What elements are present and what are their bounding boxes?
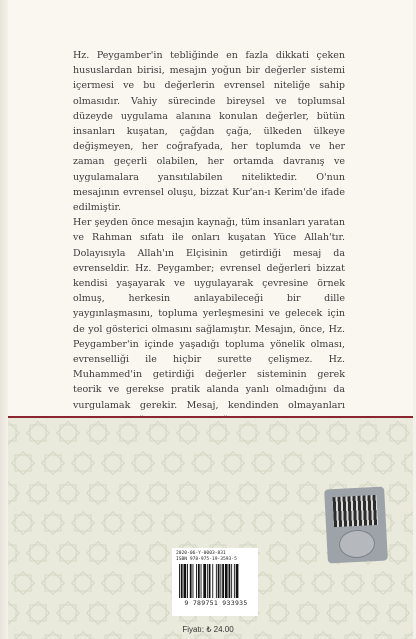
price-label: Fiyatı: ₺ 24.00 [182, 625, 234, 634]
qr-code-icon [333, 495, 379, 527]
barcode-icon [178, 564, 252, 598]
isbn-line-2: ISBN 978-975-19-3593-5 [176, 557, 237, 562]
isbn-line-1: 2020-06-Y-0003-831 [176, 551, 226, 556]
blurb-paragraph-1: Hz. Peygamber'in tebliğinde en fazla dikkati çeken hususlardan birisi, mesajın yoğun bir değerler sistemi içermesi ve bu değerlerin evrensel niteliğe sahip olmasıdır. Vahiy sürecinde bireysel ve toplumsal düzeyde uygulama alanına konulan değerler, bütün insanları kuşatan, çağdan çağa, ülkeden ülkeye değişmeyen, her coğrafyada, her toplumda ve her zaman geçerli olabilen, her ortamda davranış ve uygulamalara yansıtılabilen niteliktedir. O'nun mesajının evrensel oluşu, bizzat Kur'an-ı Kerim'de ifade edilmiştir. [73, 50, 345, 214]
hologram-seal-icon [338, 529, 375, 559]
barcode-number: 9 789751 933935 [184, 599, 248, 607]
qr-hologram-sticker-icon [324, 486, 388, 563]
blurb-paragraph-2: Her şeyden önce mesajın kaynağı, tüm insanları yaratan ve Rahman sıfatı ile onları kuşatan Yüce Allah'tır. Dolayısıyla Allah'ın Elçisinin getirdiği mesaj da evrenseldir. Hz. Peygamber; evrensel değerleri bizzat kendisi yaşayarak ve uygulayarak çevresine örnek olmuş, herkesin anlayabileceği bir dille yaygınlaşmasını, topluma yerleşmesini ve gelecek için de yol gösterici olmasını sağlamıştır. Mesajın, önce, Hz. Peygamber'in içinde yaşadığı topluma yönelik olması, evrenselliği ile hiçbir surette çelişmez. Hz. Muhammed'in getirdiği değerler sisteminin gerek teorik ve gerekse pratik alanda yanlı olmadığını da vurgulamak gerekir. Mesaj, kendinden olmayanları [73, 217, 345, 411]
spine-edge [0, 0, 8, 639]
barcode-box [172, 548, 258, 616]
blurb-text [73, 48, 345, 443]
